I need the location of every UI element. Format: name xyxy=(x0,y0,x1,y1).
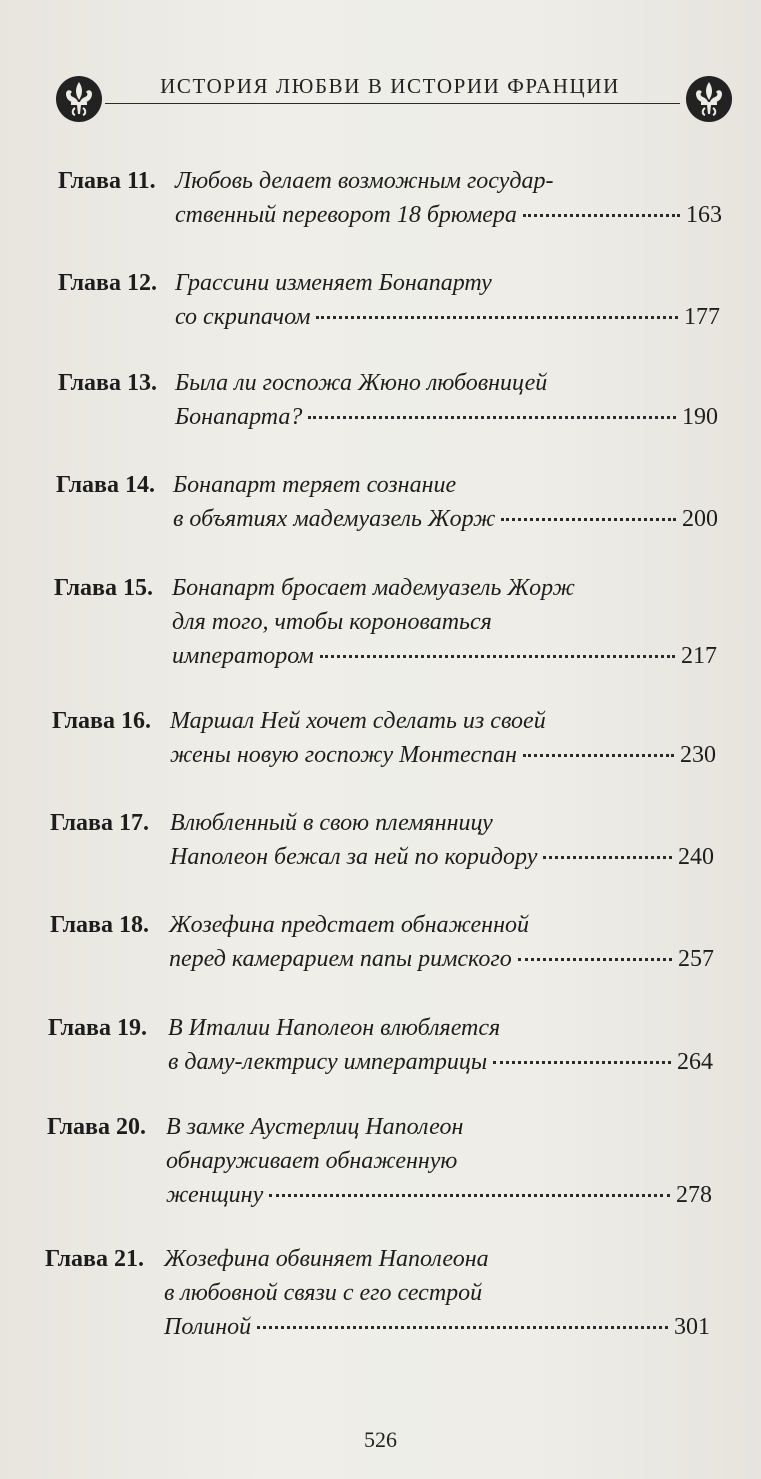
chapter-title-line: в любовной связи с его сестрой xyxy=(164,1280,483,1306)
chapter-title-last-line xyxy=(173,504,718,534)
chapter-title-line: Была ли госпожа Жюно любовницей xyxy=(175,370,548,396)
fleur-de-lis-icon xyxy=(54,74,104,124)
chapter-title-line: В Италии Наполеон влюбляется xyxy=(168,1015,501,1041)
chapter-title-last-line xyxy=(166,1180,712,1210)
chapter-title-line: жены новую госпожу Монтеспан xyxy=(170,742,517,768)
chapter-title-last-line xyxy=(169,944,714,974)
chapter-title-line: Жозефина предстает обнаженной xyxy=(169,912,529,938)
chapter-title-line: со скрипачом xyxy=(175,304,311,330)
toc-page-number: 190 xyxy=(682,404,718,430)
chapter-title-last-line xyxy=(172,641,717,671)
chapter-title-line: в даму-лектрису императрицы xyxy=(168,1049,488,1075)
dot-leader xyxy=(320,655,675,658)
dot-leader xyxy=(316,316,678,319)
chapter-label: Глава 12. xyxy=(58,270,157,296)
chapter-title-line: для того, чтобы короноваться xyxy=(172,609,492,635)
chapter-title-line: В замке Аустерлиц Наполеон xyxy=(166,1114,464,1140)
chapter-label: Глава 15. xyxy=(54,575,153,601)
chapter-title-line: Маршал Ней хочет сделать из своей xyxy=(170,708,546,734)
dot-leader xyxy=(308,416,676,419)
toc-page-number: 163 xyxy=(686,202,722,228)
running-header-title: ИСТОРИЯ ЛЮБВИ В ИСТОРИИ ФРАНЦИИ xyxy=(160,74,620,98)
chapter-title-last-line xyxy=(168,1047,713,1077)
chapter-label: Глава 20. xyxy=(47,1114,146,1140)
toc-page-number: 230 xyxy=(680,742,716,768)
chapter-title-last-line xyxy=(164,1312,710,1342)
chapter-title-line: Наполеон бежал за ней по коридору xyxy=(170,844,538,870)
chapter-label: Глава 16. xyxy=(52,708,151,734)
toc-page-number: 257 xyxy=(678,946,714,972)
chapter-title-line: Грассини изменяет Бонапарту xyxy=(175,270,492,296)
toc-page-number: 177 xyxy=(684,304,720,330)
chapter-title-line: перед камерарием папы римского xyxy=(169,946,512,972)
chapter-title-last-line xyxy=(175,200,722,230)
toc-page-number: 278 xyxy=(676,1182,712,1208)
chapter-title-line: женщину xyxy=(166,1182,264,1208)
chapter-title-last-line xyxy=(175,402,718,432)
dot-leader xyxy=(493,1061,671,1064)
chapter-title-last-line xyxy=(170,842,714,872)
toc-page-number: 200 xyxy=(682,506,718,532)
toc-page-number: 217 xyxy=(681,643,717,669)
chapter-title-last-line xyxy=(175,302,720,332)
chapter-title-line: Полиной xyxy=(164,1314,252,1340)
chapter-label: Глава 11. xyxy=(58,168,156,194)
chapter-label: Глава 13. xyxy=(58,370,157,396)
chapter-title-line: в объятиях мадемуазель Жорж xyxy=(173,506,496,532)
chapter-title-line: ственный переворот 18 брюмера xyxy=(175,202,517,228)
chapter-label: Глава 19. xyxy=(48,1015,147,1041)
chapter-title-line: императором xyxy=(172,643,314,669)
chapter-title-line: Любовь делает возможным государ- xyxy=(175,168,554,194)
header-rule xyxy=(105,103,680,104)
toc-page-number: 264 xyxy=(677,1049,713,1075)
chapter-title-line: Бонапарт теряет сознание xyxy=(173,472,457,498)
dot-leader xyxy=(257,1326,668,1329)
chapter-label: Глава 14. xyxy=(56,472,155,498)
chapter-label: Глава 17. xyxy=(50,810,149,836)
chapter-title-last-line xyxy=(170,740,716,770)
dot-leader xyxy=(523,754,674,757)
dot-leader xyxy=(501,518,676,521)
chapter-title-line: Бонапарт бросает мадемуазель Жорж xyxy=(172,575,575,601)
dot-leader xyxy=(269,1194,670,1197)
page-number: 526 xyxy=(364,1427,397,1452)
chapter-label: Глава 21. xyxy=(45,1246,144,1272)
chapter-title-line: Влюбленный в свою племянницу xyxy=(170,810,493,836)
dot-leader xyxy=(523,214,680,217)
chapter-title-line: Жозефина обвиняет Наполеона xyxy=(164,1246,489,1272)
chapter-title-line: Бонапарта? xyxy=(175,404,303,430)
fleur-de-lis-icon xyxy=(684,74,734,124)
chapter-title-line: обнаруживает обнаженную xyxy=(166,1148,458,1174)
toc-page-number: 240 xyxy=(678,844,714,870)
toc-page-number: 301 xyxy=(674,1314,710,1340)
dot-leader xyxy=(543,856,672,859)
dot-leader xyxy=(518,958,672,961)
chapter-label: Глава 18. xyxy=(50,912,149,938)
